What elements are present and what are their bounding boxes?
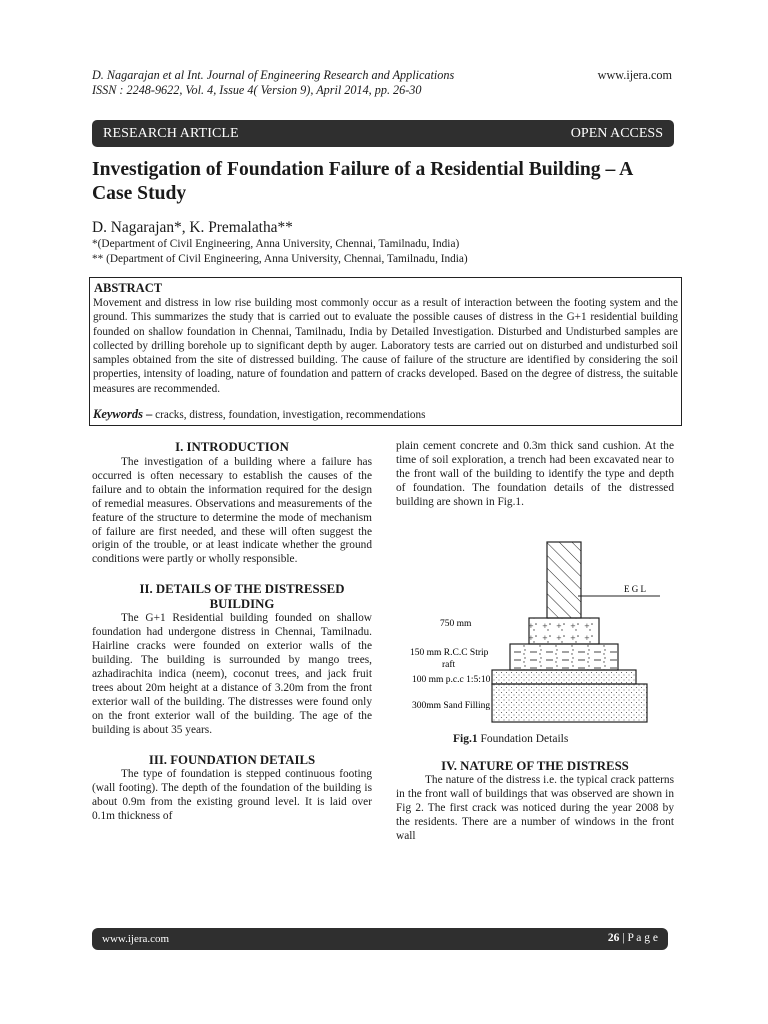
introduction-text: The investigation of a building where a failure has occurred is often necessary to establish the causes of the failure and to obtain the information required for the design of remedial measures. Observations and measurements of the feature of the structure to determine the mode of mechanism of failure are first needed, and these will often suggest the origin of the trouble, or at least indicate whether the ground conditions were partly or wholly responsible. — [92, 456, 372, 566]
keywords — [93, 407, 425, 422]
distress-text: The nature of the distress i.e. the typical crack patterns in the front wall of buildings that was observed are shown in Fig 2. The first crack was noticed during the year 2008 by the residents. There are a number of windows in the front wall — [396, 774, 674, 842]
journal-website[interactable]: www.ijera.com — [597, 68, 672, 82]
foundation-text-continued: plain cement concrete and 0.3m thick sand cushion. At the time of soil exploration, a trench had been excavated near to the front wall of the building to identify the type and depth of foundation. The foundation details of the distressed building are shown in Fig.1. — [396, 440, 674, 508]
journal-citation — [92, 68, 454, 98]
label-750mm: 750 mm — [440, 619, 472, 629]
article-type-banner — [92, 120, 674, 147]
label-rcc-strip: 150 mm R.C.C Strip — [410, 648, 489, 658]
right-column — [396, 440, 674, 510]
figure-caption-text: Foundation Details — [477, 733, 569, 745]
egl-label: E G L — [624, 584, 646, 594]
page-suffix: | P a g e — [619, 932, 658, 944]
abstract-heading: ABSTRACT — [94, 281, 163, 295]
introduction-heading: I. INTRODUCTION — [175, 440, 289, 454]
title-line-2: Case Study — [92, 183, 187, 204]
footer-bar — [92, 928, 668, 950]
figure-caption — [453, 733, 568, 745]
citation-line-2: ISSN : 2248-9622, Vol. 4, Issue 4( Version 9), April 2014, pp. 26-30 — [92, 83, 422, 97]
label-sand-filling: 300mm Sand Filling — [412, 701, 491, 711]
footing-step-upper — [529, 618, 599, 644]
abstract-text: Movement and distress in low rise building most commonly occur as a result of interaction between the footing system and the ground. This summarizes the study that is carried out to evaluate the possible causes of distress in the G+1 residential building founded on shallow foundation in Chennai, Tamilnadu, India by Detailed Investigation. Disturbed and Undisturbed samples are collected by drilling borehole up to significant depth by auger. Laboratory tests are carried out on disturbed and undisturbed soil samples obtained from the site of distressed building. The cause of failure of the structure are identified by considering the soil properties, intensity of loading, nature of foundation and pattern of cracks developed. Based on the degree of distress, the suitable measures are recommended. — [93, 297, 678, 395]
figure-number: Fig.1 — [453, 733, 478, 745]
paper-title — [92, 158, 692, 206]
authors: D. Nagarajan*, K. Premalatha** — [92, 219, 293, 236]
label-pcc: 100 mm p.c.c 1:5:10 — [412, 675, 491, 685]
affiliation-1: *(Department of Civil Engineering, Anna University, Chennai, Tamilnadu, India) — [92, 238, 460, 250]
rcc-strip-raft — [510, 644, 618, 670]
details-heading: II. DETAILS OF THE DISTRESSED BUILDING — [139, 582, 345, 612]
distress-heading: IV. NATURE OF THE DISTRESS — [441, 759, 629, 773]
page-number: 26 — [607, 932, 620, 944]
details-text: The G+1 Residential building founded on shallow foundation had undergone distress in Chennai, Tamilnadu. Hairline cracks were founded on exterior walls of the building. The building is surrounded by mango trees, azhadirachita indica (neem), coconut trees, and jack fruit trees about 20m height at a distance of 3.20m from the front exterior wall of the building. The distresses were found only on the front exterior wall of the building. The age of the building is about 35 years. — [92, 612, 372, 736]
abstract-box — [89, 277, 682, 426]
label-raft: raft — [442, 660, 456, 670]
open-access-label: OPEN ACCESS — [570, 126, 663, 141]
pcc-layer — [492, 670, 636, 684]
left-column — [92, 440, 372, 824]
foundation-details-figure — [400, 536, 672, 732]
page-indicator — [608, 932, 658, 944]
affiliation-2: ** (Department of Civil Engineering, Anna University, Chennai, Tamilnadu, India) — [92, 253, 468, 265]
citation-line-1: D. Nagarajan et al Int. Journal of Engineering Research and Applications — [92, 68, 455, 82]
distress-section — [396, 759, 674, 844]
sand-filling — [492, 684, 647, 722]
foundation-heading: III. FOUNDATION DETAILS — [148, 753, 316, 768]
keywords-list: cracks, distress, foundation, investigation, recommendations — [152, 409, 426, 421]
title-line-1: Investigation of Foundation Failure of a Residential Building – A — [92, 159, 634, 180]
footer-website[interactable]: www.ijera.com — [102, 933, 170, 945]
keywords-label: Keywords – — [93, 407, 153, 421]
research-article-label: RESEARCH ARTICLE — [103, 126, 239, 141]
masonry-wall — [547, 542, 581, 618]
foundation-text: The type of foundation is stepped continuous footing (wall footing). The depth of the foundation of the building is about 0.9m from the existing ground level. It is laid over 0.1m thickness of — [92, 768, 372, 823]
